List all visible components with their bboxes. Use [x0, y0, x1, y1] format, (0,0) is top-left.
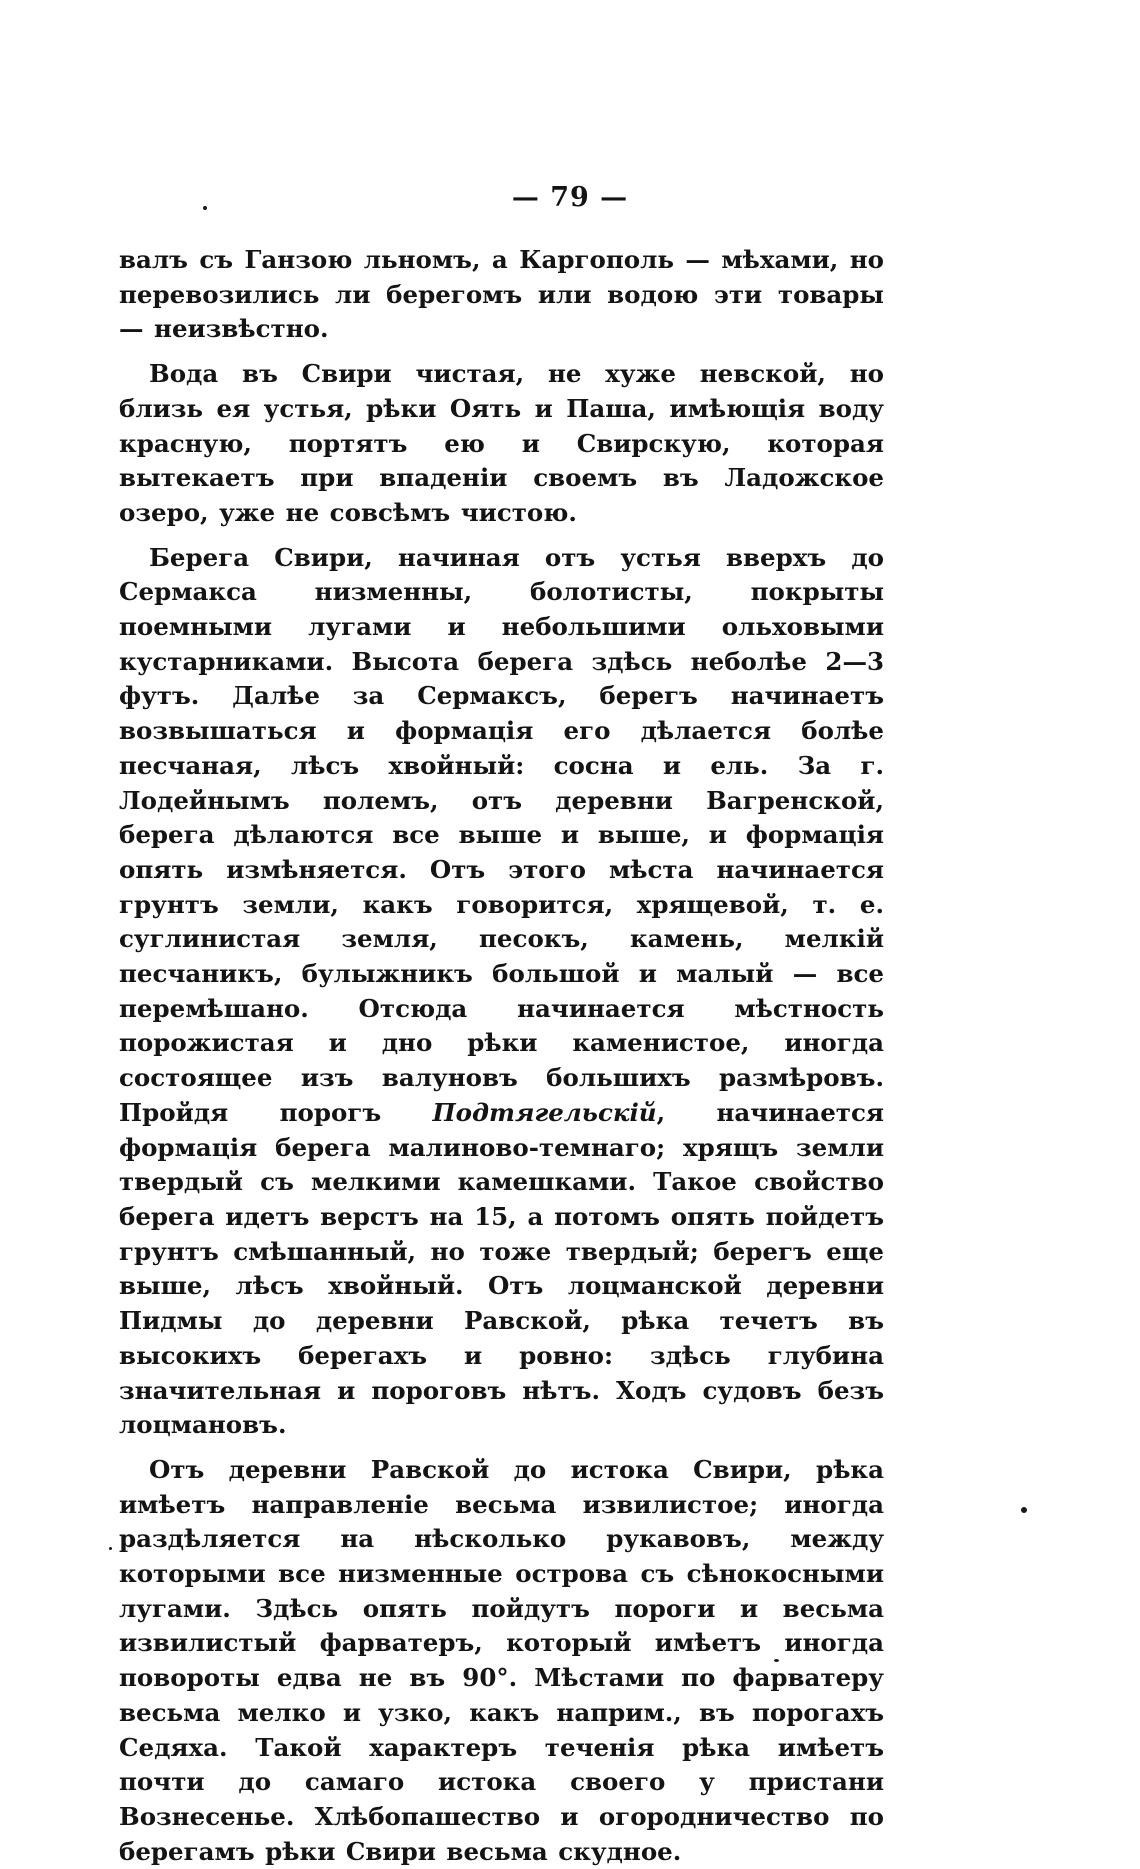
page-number: — 79 — — [511, 182, 629, 213]
rapid-name: Подтягельскій — [432, 1097, 657, 1127]
ink-speck — [203, 206, 207, 210]
paragraph-3-text-after: , начинается формація берега малиново-темнаго; хрящъ земли твердый съ мелкими камешками. Такое свойство берега идетъ верстъ на 15, а потомъ опять пойдетъ грунтъ смѣшанный, но тоже твердый; берегъ еще выше, лѣсъ хвойный. Отъ лоцманской деревни Пидмы до деревни Равской, рѣка течетъ въ высокихъ берегахъ и ровно: здѣсь глубина значительная и пороговъ нѣтъ. Ходъ судовъ безъ лоцмановъ. — [119, 1097, 884, 1440]
paragraph-2: Вода въ Свири чистая, не хуже невской, но близь ея устья, рѣки Оять и Паша, имѣющія воду красную, портятъ ею и Свирскую, которая вытекаетъ при впаденіи своемъ въ Ладожское озеро, уже не совсѣмъ чистою. — [119, 359, 884, 527]
paragraph-3-text-before: Берега Свири, начиная отъ устья вверхъ до Сермакса низменны, болотисты, покрыты поемными лугами и небольшими ольховыми кустарниками. Высота берега здѣсь неболѣе 2—3 футъ. Далѣе за Сермаксъ, берегъ начинаетъ возвышаться и формація его дѣлается болѣе песчаная, лѣсъ хвойный: сосна и ель. За г. Лодейнымъ полемъ, отъ деревни Вагренской, берега дѣлаются все выше и выше, и формація опять измѣняется. Отъ этого мѣста начинается грунтъ земли, какъ говорится, хрящевой, т. е. суглинистая земля, песокъ, камень, мелкій песчаникъ, булыжникъ большой и малый — все перемѣшано. Отсюда начинается мѣстность порожистая и дно рѣки каменистое, иногда состоящее изъ валуновъ большихъ размѣровъ. Пройдя порогъ — [119, 542, 884, 1127]
ink-speck — [1021, 1507, 1027, 1513]
body-text — [119, 243, 884, 1869]
paragraph-4: Отъ деревни Равской до истока Свири, рѣка имѣетъ направленіе весьма извилистое; иногда раздѣляется на нѣсколько рукавовъ, между которыми все низменные острова съ сѣнокосными лугами. Здѣсь опять пойдутъ пороги и весьма извилистый фарватеръ, который имѣетъ иногда повороты едва не въ 90°. Мѣстами по фарватеру весьма мелко и узко, какъ наприм., въ порогахъ Седяха. Такой характеръ теченія рѣка имѣетъ почти до самаго истока своего у пристани Вознесенье. Хлѣбопашество и огородничество по берегамъ рѣки Свири весьма скудное. — [119, 1454, 884, 1866]
ink-speck — [109, 1547, 112, 1550]
paragraph-3 — [119, 541, 884, 1443]
paragraph-1: валъ съ Ганзою льномъ, а Каргополь — мѣхами, но перевозились ли берегомъ или водою эти товары — неизвѣстно. — [119, 245, 884, 344]
